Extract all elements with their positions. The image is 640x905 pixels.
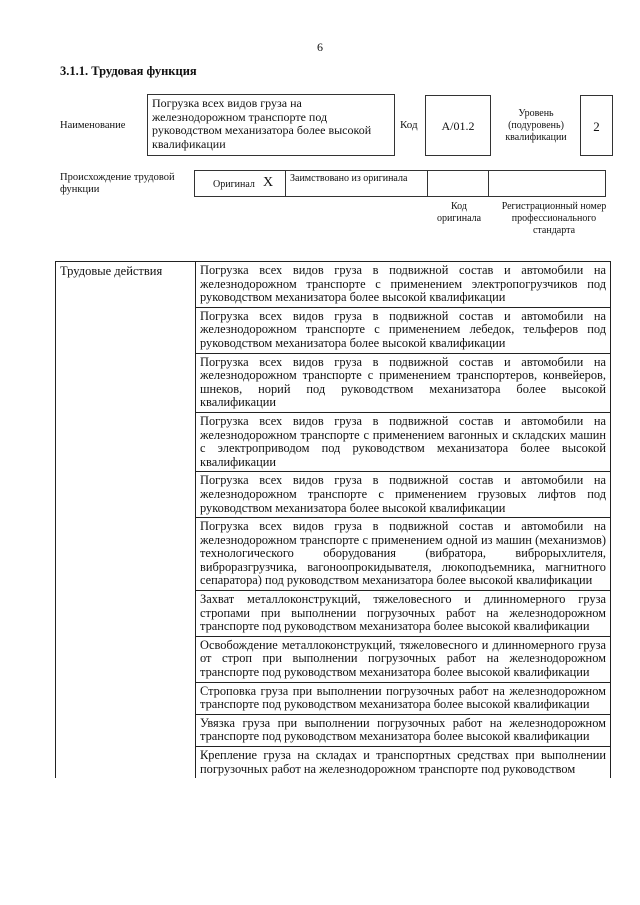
origin-label: Происхождение трудовой функции	[60, 172, 175, 195]
level-value-box: 2	[580, 95, 613, 156]
page-number: 6	[317, 40, 323, 54]
original-label: Оригинал	[213, 179, 255, 190]
code-label: Код	[400, 119, 418, 131]
labor-action-row: Строповка груза при выполнении погрузочных работ на железнодорожном транспорте под руководством механизатора более высокой квалификации	[196, 683, 610, 715]
labor-action-row: Захват металлоконструкций, тяжеловесного и длинномерного груза стропами при выполнении погрузочных работ на железнодорожном транспорте под руководством механизатора более высокой квалификации	[196, 591, 610, 637]
origin-table	[194, 170, 606, 197]
labor-action-row: Освобождение металлоконструкций, тяжеловесного и длинномерного груза от строп при выполнении погрузочных работ на железнодорожном транспорте под руководством механизатора более высокой квалификации	[196, 637, 610, 683]
borrowed-label: Заимствовано из оригинала	[290, 173, 408, 184]
original-mark: X	[263, 175, 274, 190]
reg-number-cell	[488, 170, 606, 197]
labor-actions-label: Трудовые действия	[60, 264, 163, 278]
labor-action-row: Погрузка всех видов груза в подвижной состав и автомобили на железнодорожном транспорте с применением грузовых лифтов под руководством механизатора более высокой квалификации	[196, 472, 610, 518]
borrowed-cell	[285, 170, 428, 197]
labor-actions-list	[196, 262, 610, 778]
labor-action-row: Погрузка всех видов груза в подвижной состав и автомобили на железнодорожном транспорте с применением вагонных и складских машин с электроприводом под руководством механизатора более высокой квалификации	[196, 413, 610, 472]
labor-action-row: Погрузка всех видов груза в подвижной состав и автомобили на железнодорожном транспорте с применением электропогрузчиков под руководством механизатора более высокой квалификации	[196, 262, 610, 308]
labor-action-row: Крепление груза на складах и транспортных средствах при выполнении погрузочных работ на железнодорожном транспорте под руководством	[200, 748, 606, 776]
reg-number-caption: Регистрационный номер профессионального стандарта	[501, 201, 607, 236]
code-value-box: А/01.2	[425, 95, 491, 156]
name-value-box: Погрузка всех видов груза на железнодорожном транспорте под руководством механизатора более высокой квалификации	[147, 94, 395, 156]
name-label: Наименование	[60, 120, 126, 131]
labor-action-row: Увязка груза при выполнении погрузочных работ на железнодорожном транспорте под руководством механизатора более высокой квалификации	[196, 715, 610, 747]
section-title: 3.1.1. Трудовая функция	[60, 64, 197, 78]
code-original-cell	[427, 170, 489, 197]
labor-actions-label-cell	[56, 262, 196, 778]
labor-action-row: Погрузка всех видов груза в подвижной состав и автомобили на железнодорожном транспорте с применением одной из машин (механизмов) технологического оборудования (вибратора, виброрыхлителя, виброразгрузчика, вагоноопрокидывателя, люкоподъемника, магнитного сепаратора) под руководством механизатора более высокой квалификации	[196, 518, 610, 591]
original-cell	[194, 170, 286, 197]
code-original-caption: Код оригинала	[436, 201, 482, 224]
labor-actions-table	[55, 261, 611, 778]
labor-action-row: Погрузка всех видов груза в подвижной состав и автомобили на железнодорожном транспорте с применением транспортеров, конвейеров, шнеков, норий под руководством механизатора более высокой квалификации	[196, 354, 610, 413]
level-label: Уровень (подуровень) квалификации	[505, 108, 567, 143]
labor-action-row: Погрузка всех видов груза в подвижной состав и автомобили на железнодорожном транспорте с применением лебедок, тельферов под руководством механизатора более высокой квалификации	[196, 308, 610, 354]
